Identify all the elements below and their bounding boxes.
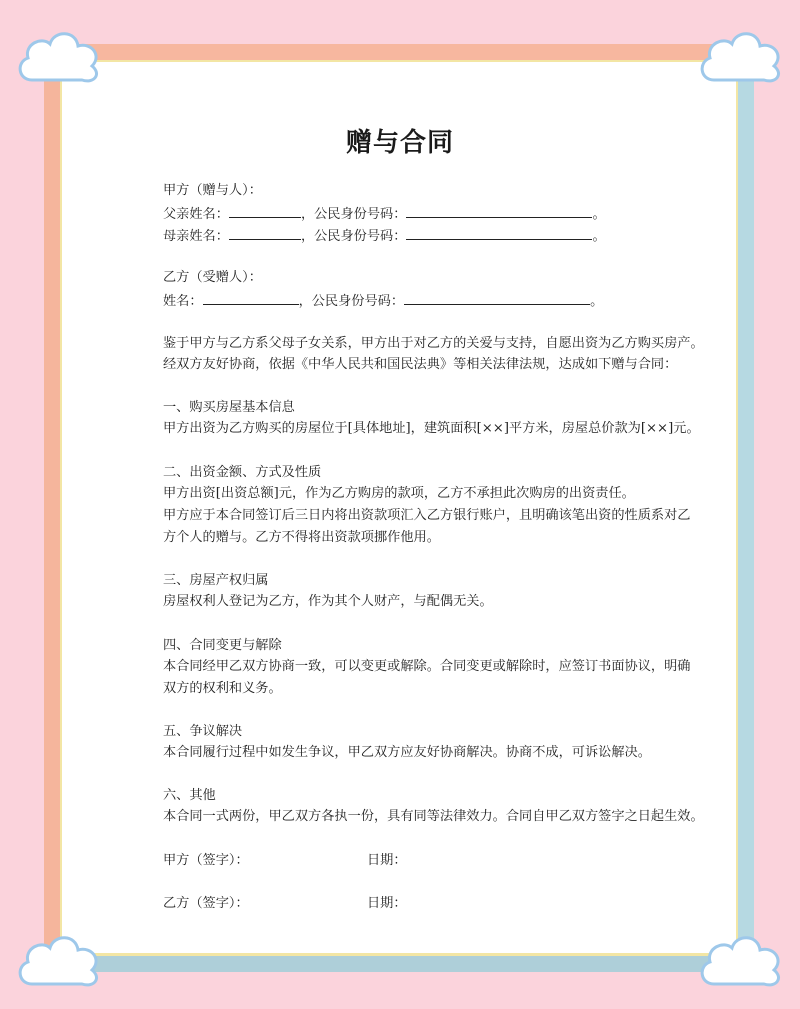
party-b-heading: 乙方（受赠人）： [163, 270, 262, 285]
section-heading-5: 五、争议解决 [163, 724, 243, 739]
end-mark: 。 [590, 294, 604, 309]
father-id-blank[interactable] [406, 203, 592, 218]
party-b-signature-label: 乙方（签字）： [163, 896, 249, 911]
recipient-line [163, 290, 603, 312]
section-text: 双方的权利和义务。 [163, 681, 282, 696]
section-text: 方个人的赠与。乙方不得将出资款项挪作他用。 [163, 530, 440, 545]
section-heading-4: 四、合同变更与解除 [163, 638, 282, 653]
mother-id-blank[interactable] [406, 225, 592, 240]
cloud-icon [696, 926, 786, 996]
end-mark: 。 [592, 207, 606, 222]
section-heading-3: 三、房屋产权归属 [163, 573, 269, 588]
recipient-name-blank[interactable] [203, 290, 299, 305]
mother-id-label: ，公民身份号码： [300, 229, 407, 244]
mother-line [163, 225, 606, 247]
section-text: 甲方出资为乙方购买的房屋位于[具体地址]，建筑面积[××]平方米，房屋总价款为[××]元。 [163, 421, 700, 436]
section-heading-2: 二、出资金额、方式及性质 [163, 465, 322, 480]
section-text: 甲方应于本合同签订后三日内将出资款项汇入乙方银行账户，且明确该笔出资的性质系对乙 [163, 508, 691, 523]
recipient-name-label: 姓名： [163, 294, 203, 309]
section-heading-6: 六、其他 [163, 788, 216, 803]
section-text: 房屋权利人登记为乙方，作为其个人财产，与配偶无关。 [163, 594, 493, 609]
section-text: 本合同一式两份，甲乙双方各执一份，具有同等法律效力。合同自甲乙双方签字之日起生效。 [163, 809, 704, 824]
mother-name-label: 母亲姓名： [163, 229, 229, 244]
preamble-line: 鉴于甲方与乙方系父母子女关系，甲方出于对乙方的关爱与支持，自愿出资为乙方购买房产。 [163, 336, 704, 351]
cloud-icon [696, 22, 786, 92]
father-line [163, 203, 606, 225]
preamble-line: 经双方友好协商，依据《中华人民共和国民法典》等相关法律法规，达成如下赠与合同： [163, 357, 678, 372]
mother-name-blank[interactable] [229, 225, 301, 240]
section-text: 本合同经甲乙双方协商一致，可以变更或解除。合同变更或解除时，应签订书面协议，明确 [163, 659, 691, 674]
cloud-icon [14, 22, 104, 92]
recipient-id-label: ，公民身份号码： [298, 294, 405, 309]
document-title: 赠与合同 [345, 128, 454, 158]
section-text: 本合同履行过程中如发生争议，甲乙双方应友好协商解决。协商不成，可诉讼解决。 [163, 745, 651, 760]
party-a-signature-label: 甲方（签字）： [163, 853, 249, 868]
section-text: 甲方出资[出资总额]元，作为乙方购房的款项，乙方不承担此次购房的出资责任。 [163, 486, 635, 501]
party-b-date-label: 日期： [367, 896, 407, 911]
cloud-icon [14, 926, 104, 996]
father-name-label: 父亲姓名： [163, 207, 229, 222]
section-heading-1: 一、购买房屋基本信息 [163, 400, 295, 415]
party-a-date-label: 日期： [367, 853, 407, 868]
recipient-id-blank[interactable] [404, 290, 590, 305]
father-name-blank[interactable] [229, 203, 301, 218]
father-id-label: ，公民身份号码： [300, 207, 407, 222]
end-mark: 。 [592, 229, 606, 244]
party-a-heading: 甲方（赠与人）： [163, 183, 262, 198]
